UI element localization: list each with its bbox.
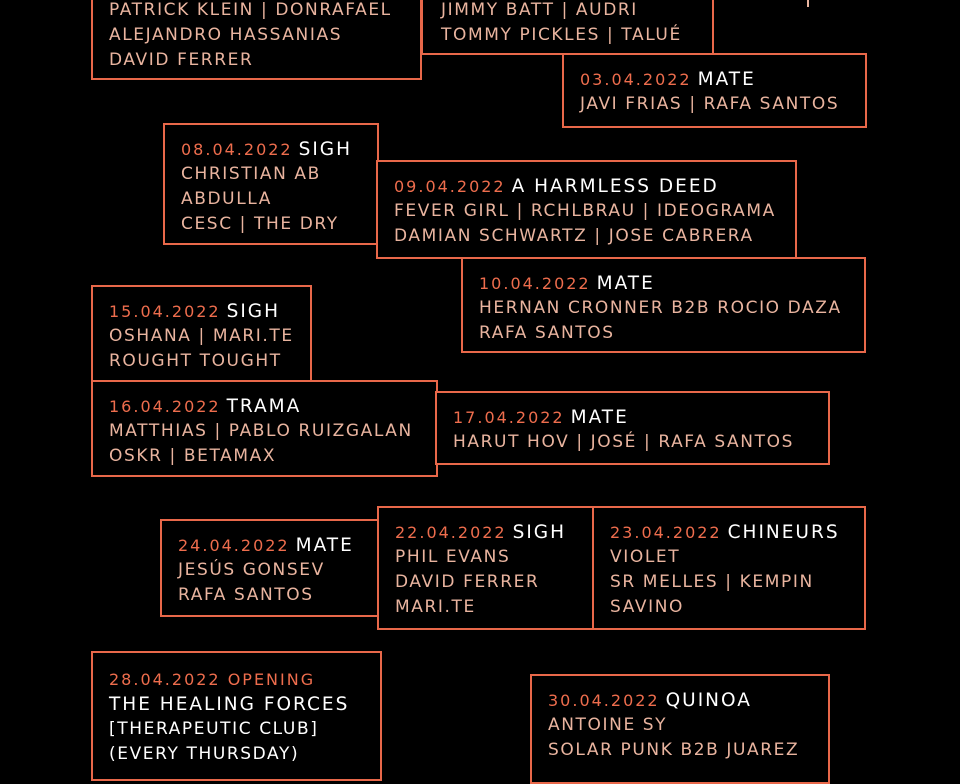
event-card-2022-04-23[interactable] [592,506,866,630]
event-name: SIGH [298,139,353,160]
artist-line: RAFA SANTOS [479,323,615,343]
event-name: MATE [596,273,655,294]
event-card-2022-04-15[interactable] [91,285,312,383]
event-date: 09.04.2022 [394,177,506,196]
artist-line: CESC | THE DRY [181,214,339,234]
event-date: 03.04.2022 [580,70,692,89]
event-card-2022-04-16[interactable] [91,380,438,477]
event-date: 15.04.2022 [109,302,221,321]
artist-line: MARI.TE [395,597,476,617]
event-name: QUINOA [665,690,752,711]
artist-line: JESÚS GONSEV [178,560,325,580]
event-date: 10.04.2022 [479,274,591,293]
event-card-top-left[interactable] [91,0,422,80]
artist-line: JAVI FRIAS | RAFA SANTOS [580,94,840,114]
event-header [395,520,578,545]
event-note: (EVERY THURSDAY) [109,744,300,764]
event-name: MATE [570,407,629,428]
event-date: 23.04.2022 [610,523,722,542]
artist-line: SAVINO [610,597,684,617]
artist-line: PATRICK KLEIN | DONRAFAEL [109,0,392,20]
event-date: 22.04.2022 [395,523,507,542]
event-header [109,667,366,692]
artist-line: DAVID FERRER [395,572,540,592]
artist-line: HARUT HOV | JOSÉ | RAFA SANTOS [453,432,794,452]
event-header [181,137,363,162]
event-name: A HARMLESS DEED [511,176,719,197]
event-card-2022-04-10[interactable] [461,257,866,353]
event-header [479,271,850,296]
event-header [453,405,814,430]
artist-line: SOLAR PUNK B2B JUAREZ [548,740,800,760]
artist-line: FEVER GIRL | RCHLBRAU | IDEOGRAMA [394,201,776,221]
artist-line: SR MELLES | KEMPIN [610,572,814,592]
artist-line: ALEJANDRO HASSANIAS [109,25,343,45]
event-card-2022-04-17[interactable] [435,391,830,465]
event-card-2022-04-03[interactable] [562,53,867,128]
artist-line: OSHANA | MARI.TE [109,326,294,346]
event-header [178,533,364,558]
artist-line: CHRISTIAN AB [181,164,321,184]
event-name: MATE [697,69,756,90]
artist-line: HERNAN CRONNER B2B ROCIO DAZA [479,298,842,318]
event-name: MATE [295,535,354,556]
event-header [109,394,422,419]
event-card-2022-04-08[interactable] [163,123,379,245]
artist-line: RAFA SANTOS [178,585,314,605]
artist-line: PHIL EVANS [395,547,511,567]
artist-line: MATTHIAS | PABLO RUIZGALAN [109,421,413,441]
artist-line: OSKR | BETAMAX [109,446,277,466]
event-date: 17.04.2022 [453,408,565,427]
event-name: TRAMA [226,396,302,417]
event-header [610,520,850,545]
event-name: SIGH [512,522,567,543]
artist-line: JIMMY BATT | AUDRI [441,0,638,20]
event-title: THE HEALING FORCES [109,694,350,715]
artist-line: ROUGHT TOUGHT [109,351,282,371]
event-name: SIGH [226,301,281,322]
artist-line: ABDULLA [181,189,272,209]
event-date: 30.04.2022 [548,691,660,710]
artist-line: TOMMY PICKLES | TALUÉ [441,25,682,45]
separator-mark [807,0,809,7]
event-header [580,67,851,92]
event-header [548,688,814,713]
event-card-top-middle[interactable] [421,0,714,55]
event-date: 28.04.2022 OPENING [109,670,316,689]
event-card-2022-04-22[interactable] [377,506,594,630]
event-card-2022-04-24[interactable] [160,519,380,617]
event-card-2022-04-28[interactable] [91,651,382,781]
artist-line: ANTOINE SY [548,715,668,735]
artist-line: DAVID FERRER [109,50,254,70]
event-card-2022-04-09[interactable] [376,160,797,259]
event-subtitle: [THERAPEUTIC CLUB] [109,719,319,739]
event-name: CHINEURS [727,522,840,543]
artist-line: DAMIAN SCHWARTZ | JOSE CABRERA [394,226,754,246]
event-header [394,174,781,199]
event-date: 08.04.2022 [181,140,293,159]
artist-line: VIOLET [610,547,681,567]
event-header [109,299,296,324]
event-date: 24.04.2022 [178,536,290,555]
event-date: 16.04.2022 [109,397,221,416]
